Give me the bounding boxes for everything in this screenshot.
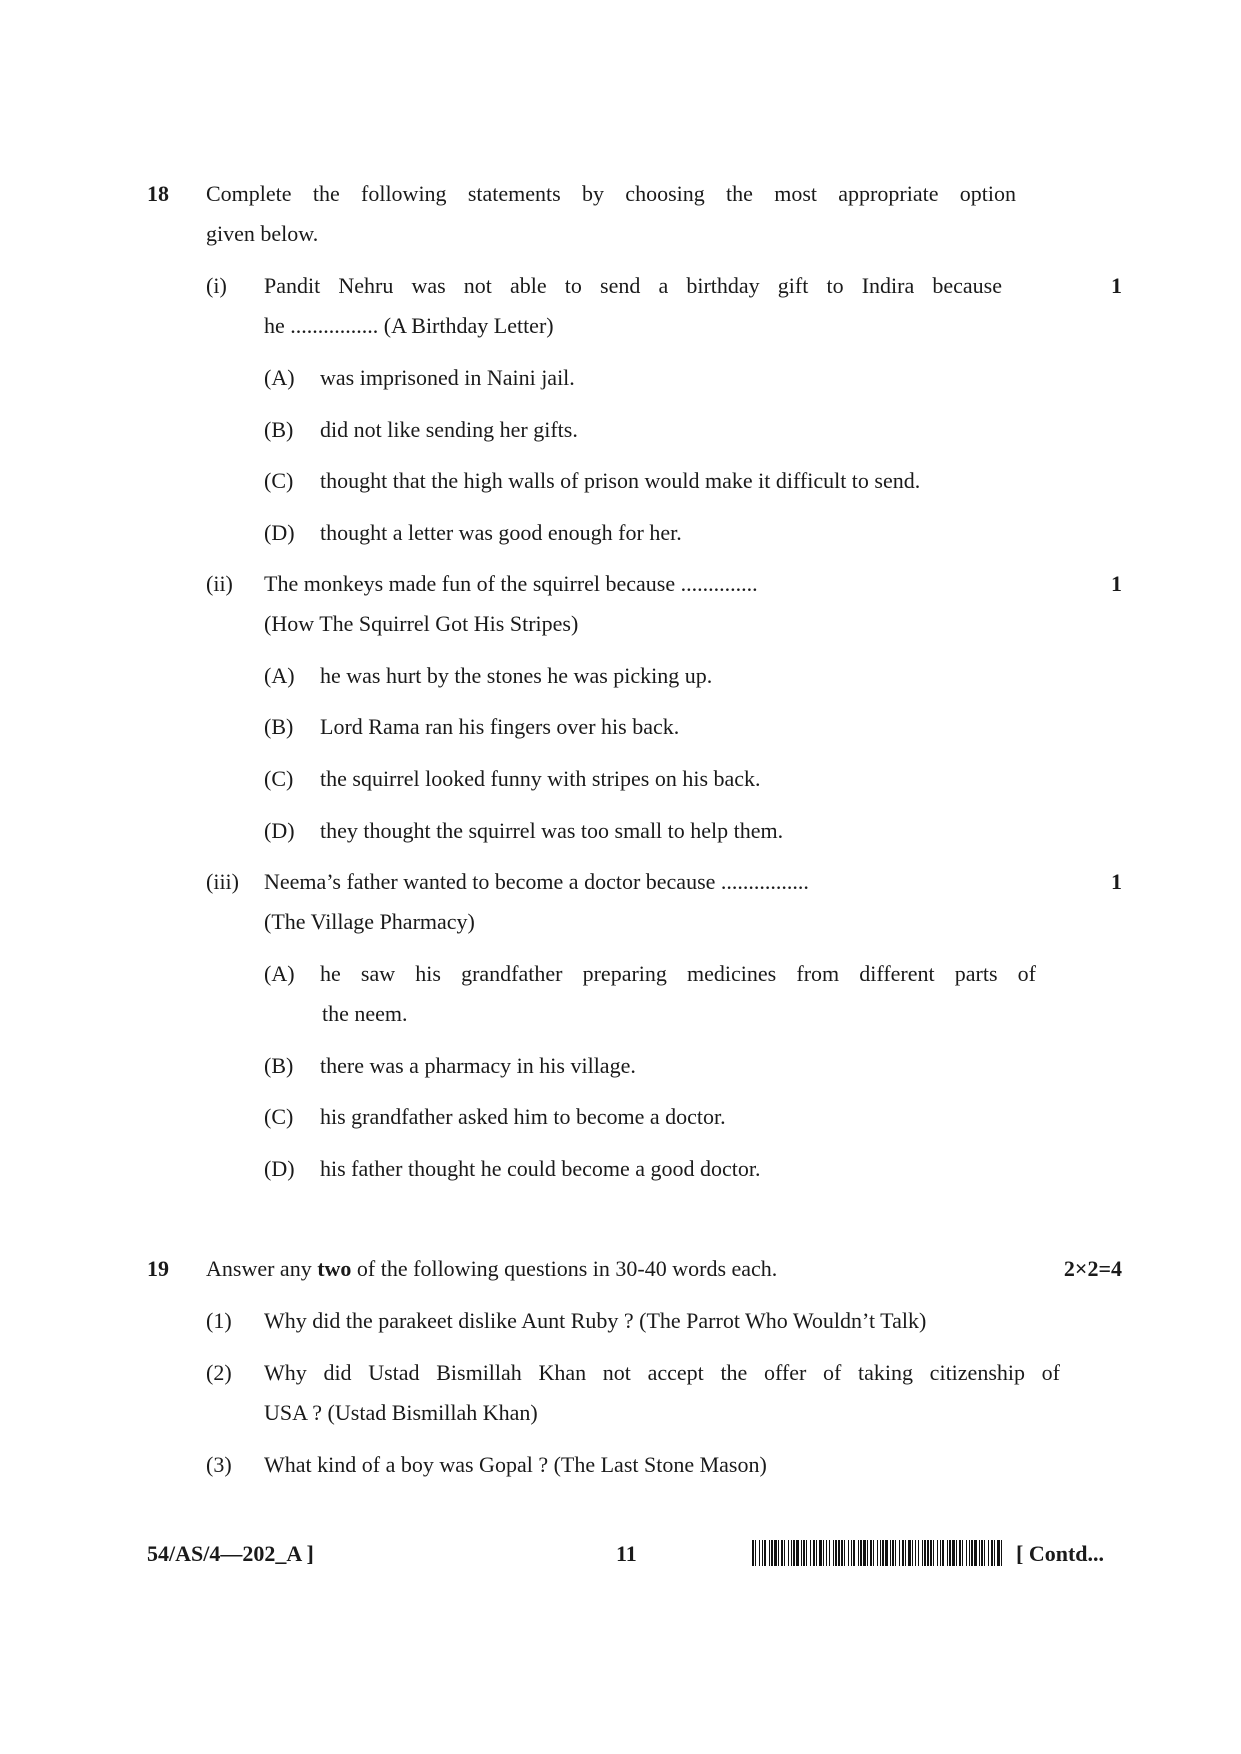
question-19-text (206, 1256, 777, 1282)
option-text: his father thought he could become a good doctor. (320, 1156, 761, 1181)
marks-label: 1 (1111, 273, 1122, 298)
option-label: (C) (264, 1104, 294, 1129)
continued-label: [ Contd... (1016, 1541, 1105, 1566)
subquestion-text-line: (The Village Pharmacy) (264, 909, 475, 934)
option-text: he was hurt by the stones he was picking up. (320, 663, 713, 688)
page-number: 11 (616, 1541, 637, 1566)
question-19-text-after: of the following questions in 30-40 words each. (351, 1256, 778, 1281)
subquestion-number: (ii) (206, 571, 233, 596)
subquestion-text-line: (How The Squirrel Got His Stripes) (264, 611, 579, 636)
subquestion-text-line: What kind of a boy was Gopal ? (The Last Stone Mason) (264, 1452, 767, 1477)
option-label: (C) (264, 766, 294, 791)
subquestion-number: (iii) (206, 869, 239, 894)
option-label: (A) (264, 365, 295, 390)
question-19-text-before: Answer any (206, 1256, 318, 1281)
option-label: (D) (264, 818, 295, 843)
marks-label: 1 (1111, 869, 1122, 894)
question-number-18: 18 (147, 181, 169, 206)
question-18-text-line-1: Complete the following statements by choosing the most appropriate option (206, 181, 1016, 206)
option-text: the squirrel looked funny with stripes on his back. (320, 766, 761, 791)
subquestion-text-line: he ................ (A Birthday Letter) (264, 313, 554, 338)
option-label: (C) (264, 468, 294, 493)
option-text: was imprisoned in Naini jail. (320, 365, 575, 390)
option-label: (A) (264, 663, 295, 688)
subquestion-text-line: Why did Ustad Bismillah Khan not accept the offer of taking citizenship of (264, 1360, 1060, 1385)
subquestion-text-line: Why did the parakeet dislike Aunt Ruby ? (The Parrot Who Wouldn’t Talk) (264, 1308, 927, 1333)
option-text: Lord Rama ran his fingers over his back. (320, 714, 680, 739)
subquestion-text-line: Neema’s father wanted to become a doctor because ................ (264, 869, 809, 894)
subquestion-text-line: USA ? (Ustad Bismillah Khan) (264, 1400, 538, 1425)
option-text: did not like sending her gifts. (320, 417, 578, 442)
marks-label: 2×2=4 (1063, 1256, 1122, 1281)
option-text: he saw his grandfather preparing medicines from different parts of (320, 961, 1036, 986)
question-19-text-emphasis: two (317, 1256, 352, 1281)
subquestion-number: (1) (206, 1308, 232, 1333)
option-text: his grandfather asked him to become a doctor. (320, 1104, 726, 1129)
option-text: thought that the high walls of prison would make it difficult to send. (320, 468, 921, 493)
option-text: thought a letter was good enough for her. (320, 520, 682, 545)
subquestion-text-line: The monkeys made fun of the squirrel because .............. (264, 571, 758, 596)
option-text-continued: the neem. (322, 1001, 408, 1026)
marks-label: 1 (1111, 571, 1122, 596)
option-label: (D) (264, 1156, 295, 1181)
option-label: (D) (264, 520, 295, 545)
option-label: (A) (264, 961, 295, 986)
question-18-text-line-2: given below. (206, 221, 319, 246)
option-label: (B) (264, 1053, 294, 1078)
subquestion-number: (i) (206, 273, 227, 298)
paper-code: 54/AS/4—202_A ] (147, 1541, 314, 1566)
option-text: there was a pharmacy in his village. (320, 1053, 636, 1078)
subquestion-text-line: Pandit Nehru was not able to send a birthday gift to Indira because (264, 273, 1002, 298)
barcode-graphic (752, 1540, 1004, 1566)
subquestion-number: (2) (206, 1360, 232, 1385)
subquestion-number: (3) (206, 1452, 232, 1477)
option-label: (B) (264, 714, 294, 739)
option-text: they thought the squirrel was too small to help them. (320, 818, 784, 843)
option-label: (B) (264, 417, 294, 442)
question-number-19: 19 (147, 1256, 169, 1281)
